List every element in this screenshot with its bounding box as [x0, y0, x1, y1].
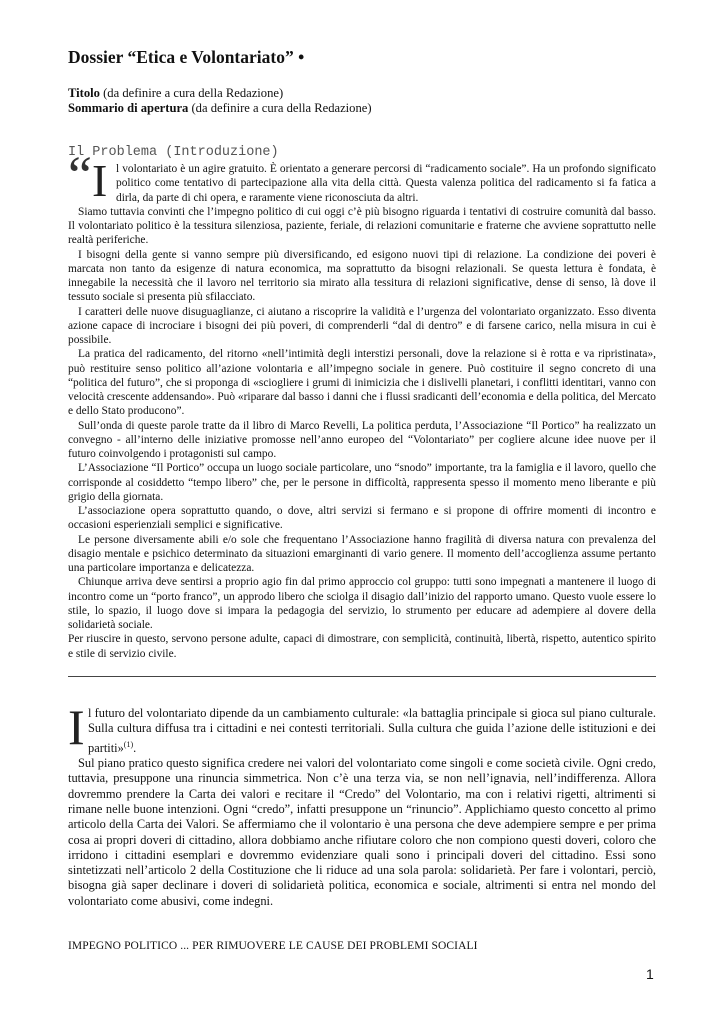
drop-cap-block: [68, 699, 88, 755]
paragraph: L’associazione opera soprattutto quando, o dove, altri servizi si fermano e si propone di offrire momenti di incontro e occasioni esperienziali semplici e significative.: [68, 505, 656, 532]
footnote-ref[interactable]: (1): [123, 739, 134, 749]
page-number: 1: [646, 966, 654, 982]
sommario-label: Sommario di apertura: [68, 101, 189, 115]
page-title: Dossier “Etica e Volontariato” •: [68, 47, 305, 67]
titolo-label: Titolo: [68, 86, 100, 100]
titolo-text: (da definire a cura della Redazione): [99, 86, 284, 100]
paragraph: Chiunque arriva deve sentirsi a proprio agio fin dal primo approccio col gruppo: tutti sono impegnati a mantenere il luogo di incontro come un “porto franco”, un approdo libero che sciolga il disagio dall’inizio del rapporto umano. Questo vuole essere lo stile, lo spazio, il luogo dove si impara la pedagogia del servizio, lo strumento per educare ad adempiere al dovere della solidarietà sociale.: [68, 576, 656, 631]
paragraph: Sull’onda di queste parole tratte da il libro di Marco Revelli, La politica perduta, l’Associazione “Il Portico” ha realizzato un convegno - all’interno delle iniziative promosse nell’anno europeo del “Volontariato” per cogliere alcune idee nuove per il futuro coinvolgendo i protagonisti sul campo.: [68, 419, 656, 460]
section-cultural-change: [68, 699, 656, 909]
paragraph: Per riuscire in questo, servono persone adulte, capaci di dimostrare, con semplicità, continuità, libertà, rispetto, autentico spirito e stile di servizio civile.: [68, 633, 656, 660]
divider: [68, 676, 656, 677]
footer-text: IMPEGNO POLITICO ... PER RIMUOVERE LE CAUSE DEI PROBLEMI SOCIALI: [68, 940, 478, 952]
drop-cap-block: [68, 145, 116, 206]
document-page: [68, 46, 656, 661]
paragraph: l volontariato è un agire gratuito. È orientato a generare percorsi di “radicamento sociale”. Ha un profondo significato politico come tentativo di partecipazione alla vita della città. Questa valenza politica del radicamento si fa fatica a dirla, da parte di chi opera, e raramente viene riconosciuta da altri.: [116, 163, 656, 204]
paragraph-end: .: [133, 740, 137, 755]
paragraph-text: l futuro del volontariato dipende da un cambiamento culturale: «la battaglia principale si gioca sul piano culturale. Sulla cultura diffusa tra i cittadini e nei contesti territoriali. Sulla cultura che guida l’azione delle istituzioni e dei partiti»: [88, 706, 656, 755]
paragraph: I caratteri delle nuove disuguaglianze, ci aiutano a riscoprire la validità e l’urgenza del volontariato organizzato. Esso diventa azione capace di incrociare i bisogni dei più poveri, di comprenderli “dal di dentro” e di farsene carico, nella misura in cui è possibile.: [68, 305, 656, 346]
sommario-text: (da definire a cura della Redazione): [188, 101, 372, 115]
paragraph: I bisogni della gente si vanno sempre più diversificando, ed esigono nuovi tipi di relazione. La condizione dei poveri è marcata non tanto da esigenze di natura economica, ma soprattutto da bisogni relazionali. Se questa lettura è fondata, è innegabile la necessità che il lavoro nel territorio sia mirato alla tessitura di relazioni significative, dense di senso, là dove il tessuto sociale si presenta più sfilacciato.: [68, 248, 656, 304]
paragraph: Siamo tuttavia convinti che l’impegno politico di cui oggi c’è più bisogno riguarda i tentativi di costruire comunità dal basso. Il volontariato politico è la tessitura silenziosa, paziente, feriale, di relazioni comunitarie e fraterne che avviene soprattutto nelle realtà periferiche.: [68, 205, 656, 247]
paragraph: Le persone diversamente abili e/o sole che frequentano l’Associazione hanno fragilità di diversa natura con prevalenza del disagio mentale e psichico determinato da situazioni emarginanti di vario genere. Il momento dell’accoglienza assume pertanto una particolare importanza e delicatezza.: [68, 533, 656, 574]
titolo-line: [68, 86, 656, 101]
drop-cap: I: [68, 699, 85, 755]
section-heading: Il Problema (Introduzione): [68, 145, 279, 160]
drop-cap: I: [92, 155, 108, 206]
quote-mark-icon: “: [68, 145, 92, 205]
paragraph: [68, 706, 656, 756]
paragraph: Sul piano pratico questo significa credere nei valori del volontariato come singoli e come società civile. Ogni credo, tuttavia, presuppone una rinuncia simmetrica. Non c’è una terza via, se non nell’ignavia, nell’indifferenza. Allora dovremmo prendere la Carta dei valori e recitare il “Credo” del Volontario, ma con i relativi rigetti, altrimenti si rimane nelle buone intenzioni. Ogni “credo”, infatti presuppone un “rinuncio”. Applichiamo questo concetto al primo articolo della Carta dei Valori. Se affermiamo che il volontario è una persona che deve adempiere sempre e per prima cosa ai propri doveri di cittadino, allora dobbiamo anche rifiutare coloro che non compiono questi doveri, coloro che irridono i cittadini esemplari e dovremmo evidenziare quali sono i principali doveri del cittadino. Essi sono sintetizzati nell’articolo 2 della Costituzione che li riduce ad una sola parola: solidarietà. Per fare i volontari, perciò, bisogna già saper declinare i doveri di solidarietà politica, economica e sociale, altrimenti si entra nel mondo del volontariato come abusivi, come indegni.: [68, 756, 656, 908]
paragraph: L’Associazione “Il Portico” occupa un luogo sociale particolare, uno “snodo” importante, tra la famiglia e il lavoro, quello che corrisponde al cosiddetto “tempo libero” che, per le persone in difficoltà, rappresenta spesso il momento meno liberante e più grigio della giornata.: [68, 462, 656, 503]
sommario-line: [68, 101, 656, 116]
paragraph: La pratica del radicamento, del ritorno «nell’intimità degli interstizi personali, dove la relazione si è rotta e va ripristinata», può restituire senso politico all’azione volontaria e all’impegno sociale in genere. Può costituire il segno concreto di una “politica del futuro”, che si proponga di «sciogliere i grumi di inimicizia che i dislivelli planetari, i conflitti identitari, vanno con velocità crescente addensando». Può «riparare dal basso i danni che i flussi sradicanti dell’economia e della politica, del Mercato e dello Stato producono”.: [68, 348, 656, 418]
